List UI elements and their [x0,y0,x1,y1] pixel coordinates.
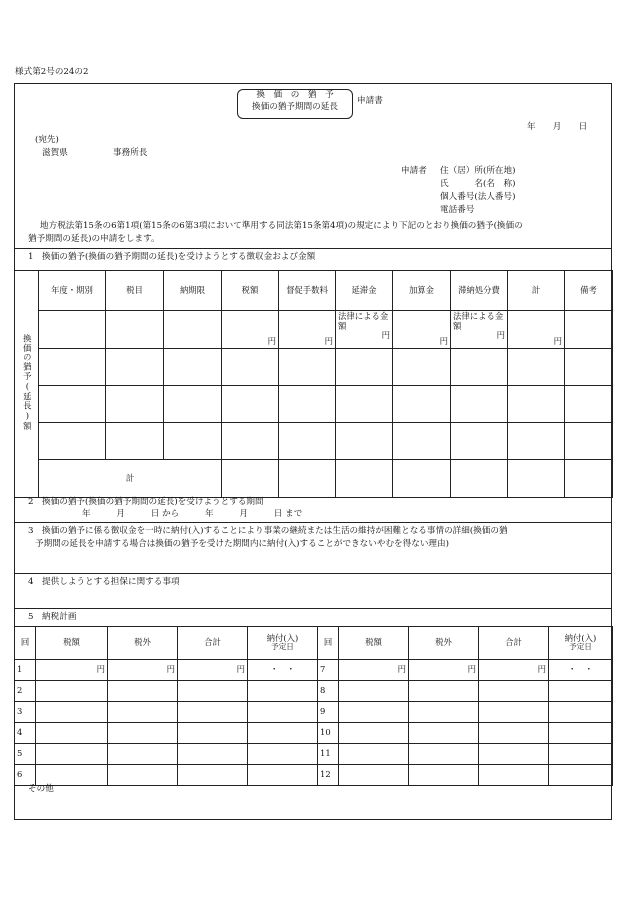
divider [14,573,612,574]
plan-cell[interactable] [409,723,479,744]
plan-cell[interactable] [108,702,178,723]
addressee-office: 事務所長 [113,148,148,158]
plan-cell[interactable] [108,765,178,786]
plan-cell[interactable] [409,681,479,702]
cell-input[interactable] [336,386,393,423]
plan-cell-tax[interactable]: 円 [36,660,108,681]
divider [14,608,612,609]
cell-input[interactable] [451,386,508,423]
plan-row-no: 11 [318,744,339,765]
plan-cell[interactable] [178,702,248,723]
plan-header-nontax: 税外 [409,627,479,660]
plan-header-due: 納付(入) 予定日 [549,627,613,660]
header-remarks: 備考 [565,271,613,311]
cell-input[interactable] [508,386,565,423]
plan-cell[interactable] [108,681,178,702]
plan-cell[interactable] [479,723,549,744]
plan-row-no: 9 [318,702,339,723]
amount-table [14,270,613,498]
cell-input[interactable] [39,386,106,423]
cell-total-input[interactable] [336,460,393,498]
plan-cell[interactable] [248,744,318,765]
plan-cell[interactable] [479,681,549,702]
plan-row-no: 3 [15,702,36,723]
applicant-name[interactable]: 氏 名(名 称) [440,179,516,189]
applicant-number[interactable]: 個人番号(法人番号) [440,192,516,202]
cell-additional[interactable]: 円 [393,311,451,349]
plan-cell[interactable] [479,702,549,723]
addressee-prefecture: 滋賀県 [42,148,68,158]
plan-cell[interactable] [339,723,409,744]
section2-period[interactable]: 年 月 日 から 年 月 日 まで [82,509,303,519]
plan-cell[interactable] [549,702,613,723]
plan-cell-total[interactable]: 円 [479,660,549,681]
plan-cell-due[interactable]: ・ ・ [248,660,318,681]
cell-input[interactable] [222,349,279,386]
plan-cell[interactable] [248,765,318,786]
cell-total-input[interactable] [222,460,279,498]
plan-cell[interactable] [549,723,613,744]
plan-cell[interactable] [409,744,479,765]
cell-input[interactable] [164,423,222,460]
plan-cell[interactable] [178,744,248,765]
cell-input[interactable] [393,423,451,460]
cell-total-input[interactable] [279,460,336,498]
plan-cell[interactable] [479,744,549,765]
section3-line2: 予期間の延長を申請する場合は換価の猶予を受けた期間内に納付(入)することができないやむを得ない理由) [35,539,449,549]
cell-input[interactable] [39,311,106,349]
plan-cell[interactable] [248,681,318,702]
header-demand-fee: 督促手数料 [279,271,336,311]
header-due-date: 納期限 [164,271,222,311]
divider [14,248,612,249]
plan-row-no: 1 [15,660,36,681]
header-delinquency: 延滞金 [336,271,393,311]
plan-cell[interactable] [178,765,248,786]
header-year-period: 年度・期別 [39,271,106,311]
plan-row-no: 7 [318,660,339,681]
plan-cell[interactable] [248,702,318,723]
addressee-prefix: (宛先) [35,135,59,145]
plan-cell[interactable] [248,723,318,744]
plan-cell[interactable] [108,723,178,744]
cell-input[interactable] [508,349,565,386]
plan-cell[interactable] [549,681,613,702]
cell-input[interactable] [164,311,222,349]
plan-cell[interactable] [36,681,108,702]
cell-input[interactable] [508,423,565,460]
plan-header-total: 合計 [479,627,549,660]
plan-row-no: 5 [15,744,36,765]
header-tax-amount: 税額 [222,271,279,311]
plan-cell[interactable] [549,744,613,765]
cell-input[interactable] [565,423,613,460]
cell-input[interactable] [279,386,336,423]
cell-input[interactable] [279,349,336,386]
section1-title: 1 換価の猶予(換価の猶予期間の延長)を受けようとする徴収金および金額 [28,252,316,262]
plan-header-due: 納付(入) 予定日 [248,627,318,660]
cell-input[interactable] [106,311,164,349]
cell-input[interactable] [565,349,613,386]
cell-input[interactable] [106,386,164,423]
applicant-address[interactable]: 住（居）所(所在地) [440,166,516,176]
section2-title: 2 換価の猶予(換価の猶予期間の延長)を受けようとする期間 [28,497,264,507]
plan-cell[interactable] [339,681,409,702]
plan-cell[interactable] [409,702,479,723]
cell-total-input[interactable] [393,460,451,498]
title-line2: 換価の猶予期間の延長 [252,102,338,112]
header-tax-item: 税目 [106,271,164,311]
cell-input[interactable] [106,423,164,460]
plan-row-no: 4 [15,723,36,744]
plan-cell[interactable] [409,765,479,786]
cell-delinquency[interactable]: 法律による金額 円 [336,311,393,349]
header-disposition-cost: 滞納処分費 [451,271,508,311]
total-row-label: 計 [39,460,222,498]
plan-cell-nontax[interactable]: 円 [409,660,479,681]
plan-cell[interactable] [178,723,248,744]
cell-tax[interactable]: 円 [222,311,279,349]
cell-input[interactable] [39,423,106,460]
cell-input[interactable] [39,349,106,386]
plan-cell-total[interactable]: 円 [178,660,248,681]
cell-input[interactable] [106,349,164,386]
cell-input[interactable] [393,386,451,423]
plan-row-no: 12 [318,765,339,786]
form-number: 様式第2号の24の2 [15,67,89,77]
applicant-label: 申請者 [401,166,427,176]
cell-total-input[interactable] [451,460,508,498]
section3-line1: 3 換価の猶予に係る徴収金を一時に納付(入)することにより事業の継続または生活の維持が困難となる事情の詳細(換価の猶 [28,526,508,536]
plan-cell-tax[interactable]: 円 [339,660,409,681]
header-additional: 加算金 [393,271,451,311]
plan-cell-due[interactable]: ・ ・ [549,660,613,681]
plan-header-tax: 税額 [339,627,409,660]
intro-line2: 猶予期間の延長)の申請をします。 [28,234,160,244]
plan-cell[interactable] [479,765,549,786]
section5-title: 5 納税計画 [28,612,77,622]
divider [14,522,612,523]
plan-row-no: 10 [318,723,339,744]
title-line1: 換 価 の 猶 予 [256,90,334,100]
cell-remarks[interactable] [565,311,613,349]
date-line[interactable]: 年 月 日 [527,122,588,132]
plan-header-no: 回 [318,627,339,660]
cell-input[interactable] [451,423,508,460]
plan-row-no: 8 [318,681,339,702]
cell-input[interactable] [336,349,393,386]
plan-cell[interactable] [549,765,613,786]
plan-row-no: 2 [15,681,36,702]
title-suffix: 申請書 [357,96,383,106]
section4-title: 4 提供しようとする担保に関する事項 [28,577,180,587]
plan-cell[interactable] [339,744,409,765]
cell-input[interactable] [393,349,451,386]
plan-cell[interactable] [36,765,108,786]
cell-fee[interactable]: 円 [279,311,336,349]
side-label: 換価の猶予(延長)額 [15,271,39,498]
plan-header-tax: 税額 [36,627,108,660]
cell-total-input[interactable] [565,460,613,498]
other-label: その他 [28,784,54,794]
cell-total[interactable]: 円 [508,311,565,349]
cell-input[interactable] [164,349,222,386]
cell-input[interactable] [222,386,279,423]
cell-disposition[interactable]: 法律による金額 円 [451,311,508,349]
cell-input[interactable] [451,349,508,386]
plan-cell[interactable] [36,723,108,744]
plan-cell-nontax[interactable]: 円 [108,660,178,681]
plan-cell[interactable] [36,702,108,723]
plan-cell[interactable] [339,702,409,723]
payment-plan-table [14,626,613,786]
cell-input[interactable] [164,386,222,423]
plan-header-nontax: 税外 [108,627,178,660]
cell-total-input[interactable] [508,460,565,498]
plan-header-total: 合計 [178,627,248,660]
cell-input[interactable] [279,423,336,460]
applicant-phone[interactable]: 電話番号 [440,205,475,215]
cell-input[interactable] [336,423,393,460]
plan-cell[interactable] [36,744,108,765]
plan-header-no: 回 [15,627,36,660]
plan-cell[interactable] [339,765,409,786]
plan-cell[interactable] [178,681,248,702]
header-total: 計 [508,271,565,311]
intro-line1: 地方税法第15条の6第1項(第15条の6第3項において準用する同法第15条第4項)の規定により下記のとおり換価の猶予(換価の [40,221,523,231]
cell-input[interactable] [565,386,613,423]
plan-cell[interactable] [108,744,178,765]
plan-row-no: 6 [15,765,36,786]
cell-input[interactable] [222,423,279,460]
